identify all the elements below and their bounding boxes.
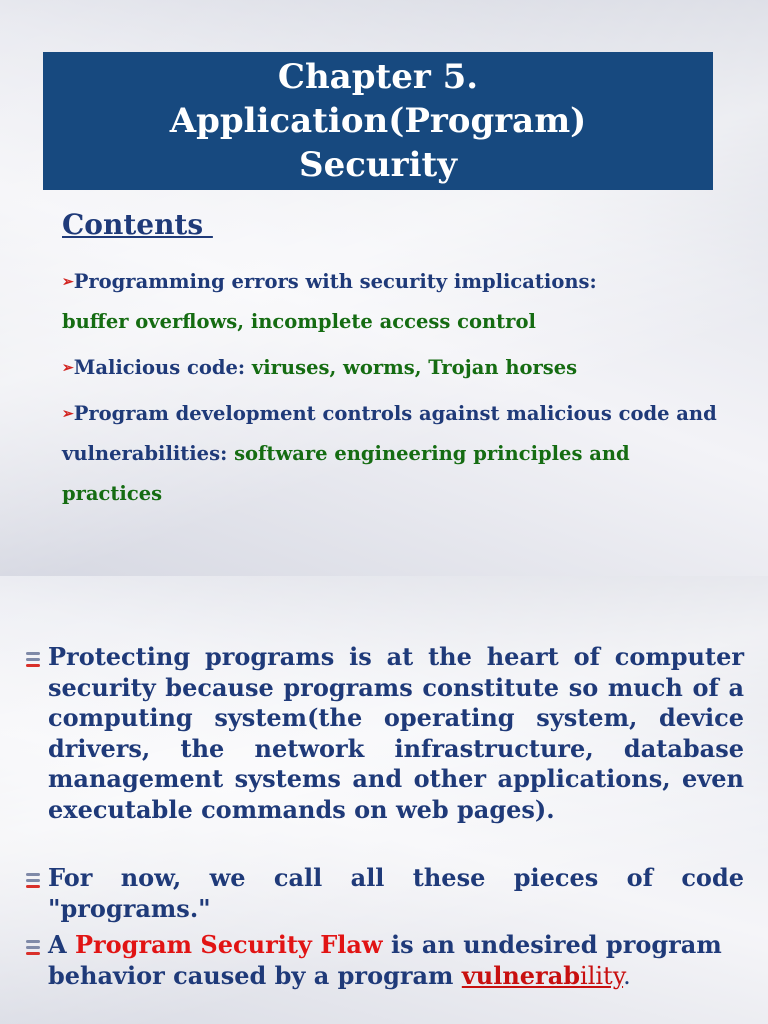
list-item <box>62 348 722 388</box>
list-item <box>62 394 722 514</box>
paragraph-3 <box>24 930 744 991</box>
title-line-3: Security <box>299 145 457 185</box>
vulnerability-term-bold: vulnerab <box>461 960 581 990</box>
vulnerability-term <box>462 961 623 990</box>
stacked-bars-bullet-icon <box>24 650 42 672</box>
stacked-bars-bullet-icon <box>24 938 42 960</box>
arrow-bullet-icon: ➢ <box>62 406 74 422</box>
paragraph-1 <box>24 642 744 825</box>
bullet-detail: viruses, worms, Trojan horses <box>251 356 578 379</box>
highlight-term: Program Security Flaw <box>74 930 383 959</box>
bullet-lead: Malicious code: <box>73 356 252 379</box>
text-prefix: A <box>48 930 75 959</box>
bullet-lead: Programming errors with security implications: <box>73 270 597 293</box>
text-middle: is an undesired program behavior caused by a program <box>48 930 722 990</box>
text-suffix: . <box>623 961 631 990</box>
contents-heading: Contents <box>62 208 213 241</box>
list-item <box>62 262 722 342</box>
paragraph-text <box>48 930 744 991</box>
stacked-bars-bullet-icon <box>24 871 42 893</box>
paragraph-2 <box>24 863 744 924</box>
title-line-2: Application(Program) <box>169 101 587 141</box>
bullet-lead: Program development controls against malicious code and vulnerabilities: <box>62 402 717 465</box>
contents-list <box>62 262 722 520</box>
arrow-bullet-icon: ➢ <box>62 360 74 376</box>
bullet-detail: software engineering principles and practices <box>62 442 630 505</box>
arrow-bullet-icon: ➢ <box>62 274 74 290</box>
paragraph-text: Protecting programs is at the heart of computer security because programs constitute so much of a computing system(the operating system, device drivers, the network infrastructure, database management systems and other applications, even executable commands on web pages). <box>48 642 744 824</box>
slide-program-security <box>0 576 768 1024</box>
bullet-detail: buffer overflows, incomplete access control <box>62 310 536 333</box>
paragraph-text: For now, we call all these pieces of code "programs." <box>48 863 744 923</box>
chapter-title-box <box>43 52 713 190</box>
title-line-1: Chapter 5. <box>277 57 479 97</box>
vulnerability-term-normal: ility <box>580 961 624 990</box>
